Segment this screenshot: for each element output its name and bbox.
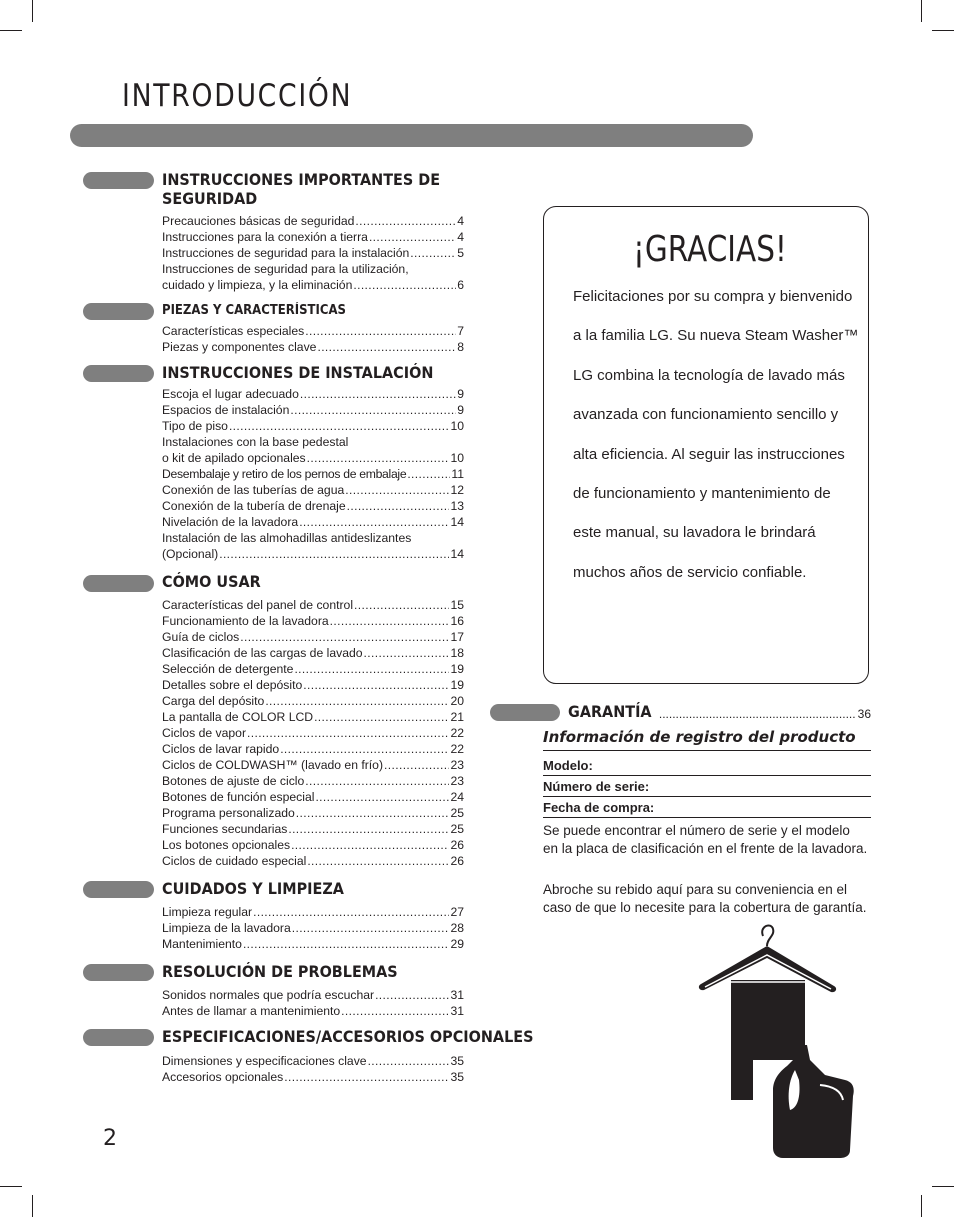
toc-entry[interactable]: Sonidos normales que podría escuchar ..... 31 bbox=[162, 987, 464, 1003]
serial-number-field[interactable]: Número de serie: bbox=[543, 777, 871, 797]
section-pill bbox=[490, 704, 560, 721]
registration-title: Información de registro del producto bbox=[543, 728, 871, 751]
section-entries bbox=[162, 1053, 464, 1085]
toc-entry[interactable]: Los botones opcionales ..... 26 bbox=[162, 837, 464, 853]
registration-note: Abroche su rebido aquí para su conveniencia en el caso de que lo necesite para la cobertura de garantía. bbox=[543, 882, 867, 915]
toc-entry[interactable]: Nivelación de la lavadora ..... 14 bbox=[162, 514, 464, 530]
toc-entry[interactable]: Funcionamiento de la lavadora ..... 16 bbox=[162, 613, 464, 629]
toc-entry[interactable]: Precauciones básicas de seguridad ..... 4 bbox=[162, 213, 464, 229]
section-entries bbox=[162, 386, 464, 562]
toc-entry[interactable]: Características especiales ..... 7 bbox=[162, 323, 464, 339]
section-entries bbox=[162, 904, 464, 952]
section-pill bbox=[83, 1029, 154, 1046]
section-entries bbox=[162, 987, 464, 1019]
page-title: INTRODUCCIÓN bbox=[122, 78, 353, 114]
toc-entry[interactable]: Antes de llamar a mantenimiento ..... 31 bbox=[162, 1003, 464, 1019]
laundry-illustration bbox=[695, 920, 870, 1160]
crop-mark bbox=[932, 30, 954, 31]
toc-entry[interactable]: Piezas y componentes clave ..... 8 bbox=[162, 339, 464, 355]
section-title: INSTRUCCIONES DE INSTALACIÓN bbox=[162, 363, 434, 382]
crop-mark bbox=[921, 0, 922, 22]
registration-note: Se puede encontrar el número de serie y el modelo en la placa de clasificación en el frente de la lavadora. bbox=[543, 823, 868, 856]
toc-entry[interactable]: Ciclos de COLDWASH™ (lavado en frío) ..... 23 bbox=[162, 757, 464, 773]
toc-entry[interactable]: Accesorios opcionales ..... 35 bbox=[162, 1069, 464, 1085]
section-entries bbox=[162, 213, 464, 293]
toc-entry[interactable]: Conexión de las tuberías de agua ..... 12 bbox=[162, 482, 464, 498]
section-title: CUIDADOS Y LIMPIEZA bbox=[162, 879, 344, 898]
title-bar bbox=[70, 124, 753, 147]
section-entries bbox=[162, 597, 464, 869]
section-pill bbox=[83, 365, 154, 382]
toc-entry[interactable]: Instalación de las almohadillas antideslizantes (Opcional) ..... 14 bbox=[162, 530, 464, 562]
section-pill bbox=[83, 303, 154, 320]
section-title: PIEZAS Y CARACTERÍSTICAS bbox=[162, 303, 346, 318]
toc-entry[interactable]: Limpieza regular ..... 27 bbox=[162, 904, 464, 920]
toc-entry[interactable]: Espacios de instalación ..... 9 bbox=[162, 402, 464, 418]
section-pill bbox=[83, 964, 154, 981]
toc-entry[interactable]: La pantalla de COLOR LCD ..... 21 bbox=[162, 709, 464, 725]
section-entries bbox=[162, 323, 464, 355]
toc-entry[interactable]: Ciclos de cuidado especial ..... 26 bbox=[162, 853, 464, 869]
toc-entry[interactable]: Carga del depósito ..... 20 bbox=[162, 693, 464, 709]
toc-entry[interactable]: Desembalaje y retiro de los pernos de embalaje ..... 11 bbox=[162, 466, 464, 482]
toc-entry[interactable]: Mantenimiento ..... 29 bbox=[162, 936, 464, 952]
section-pill bbox=[83, 881, 154, 898]
thanks-heading: ¡GRACIAS! bbox=[633, 229, 787, 270]
toc-entry[interactable]: Selección de detergente ..... 19 bbox=[162, 661, 464, 677]
toc-entry[interactable]: Detalles sobre el depósito ..... 19 bbox=[162, 677, 464, 693]
thanks-text: Felicitaciones por su compra y bienvenido a la familia LG. Su nueva Steam Washer™ LG combina la tecnología de lavado más avanzada con funcionamiento sencillo y alta eficiencia. Al seguir las instrucciones de funcionamiento y mantenimiento de este manual, su lavadora le brindará muchos años de servicio confiable. bbox=[573, 288, 859, 581]
toc-entry[interactable]: Instrucciones de seguridad para la instalación ..... 5 bbox=[162, 245, 464, 261]
crop-mark bbox=[932, 1186, 954, 1187]
toc-entry[interactable]: Clasificación de las cargas de lavado ..... 18 bbox=[162, 645, 464, 661]
toc-entry[interactable]: Características del panel de control ..... 15 bbox=[162, 597, 464, 613]
toc-entry[interactable]: Programa personalizado ..... 25 bbox=[162, 805, 464, 821]
toc-entry[interactable]: Guía de ciclos ..... 17 bbox=[162, 629, 464, 645]
section-title: INSTRUCCIONES IMPORTANTES DE SEGURIDAD bbox=[162, 170, 441, 208]
warranty-title: GARANTÍA bbox=[568, 702, 652, 721]
warranty-page: 36 bbox=[857, 707, 871, 721]
toc-entry[interactable]: Limpieza de la lavadora ..... 28 bbox=[162, 920, 464, 936]
purchase-date-field[interactable]: Fecha de compra: bbox=[543, 798, 871, 818]
toc-entry[interactable]: Funciones secundarias ..... 25 bbox=[162, 821, 464, 837]
toc-entry[interactable]: Botones de función especial ..... 24 bbox=[162, 789, 464, 805]
toc-entry[interactable]: Instrucciones de seguridad para la utilización, cuidado y limpieza, y la eliminación ..... 6 bbox=[162, 261, 464, 293]
detergent-bottle-icon bbox=[773, 1045, 854, 1158]
crop-mark bbox=[32, 0, 33, 22]
page-number: 2 bbox=[103, 1126, 117, 1151]
toc-entry[interactable]: Ciclos de lavar rapido ..... 22 bbox=[162, 741, 464, 757]
crop-mark bbox=[32, 1195, 33, 1217]
toc-entry[interactable]: Instalaciones con la base pedestal o kit de apilado opcionales ..... 10 bbox=[162, 434, 464, 466]
toc-entry[interactable]: Escoja el lugar adecuado ..... 9 bbox=[162, 386, 464, 402]
section-title: RESOLUCIÓN DE PROBLEMAS bbox=[162, 962, 398, 981]
toc-entry[interactable]: Dimensiones y especificaciones clave ..... 35 bbox=[162, 1053, 464, 1069]
model-field[interactable]: Modelo: bbox=[543, 756, 871, 776]
toc-entry[interactable]: Conexión de la tubería de drenaje ..... 13 bbox=[162, 498, 464, 514]
section-title: CÓMO USAR bbox=[162, 572, 261, 591]
crop-mark bbox=[0, 1186, 22, 1187]
toc-entry[interactable]: Botones de ajuste de ciclo ..... 23 bbox=[162, 773, 464, 789]
section-pill bbox=[83, 575, 154, 592]
toc-entry[interactable]: Instrucciones para la conexión a tierra ..... 4 bbox=[162, 229, 464, 245]
crop-mark bbox=[921, 1195, 922, 1217]
thanks-box bbox=[543, 206, 869, 684]
crop-mark bbox=[0, 30, 22, 31]
toc-entry[interactable]: Tipo de piso ..... 10 bbox=[162, 418, 464, 434]
section-title: ESPECIFICACIONES/ACCESORIOS OPCIONALES bbox=[162, 1027, 534, 1046]
toc-entry[interactable]: Ciclos de vapor ..... 22 bbox=[162, 725, 464, 741]
section-pill bbox=[83, 172, 154, 189]
